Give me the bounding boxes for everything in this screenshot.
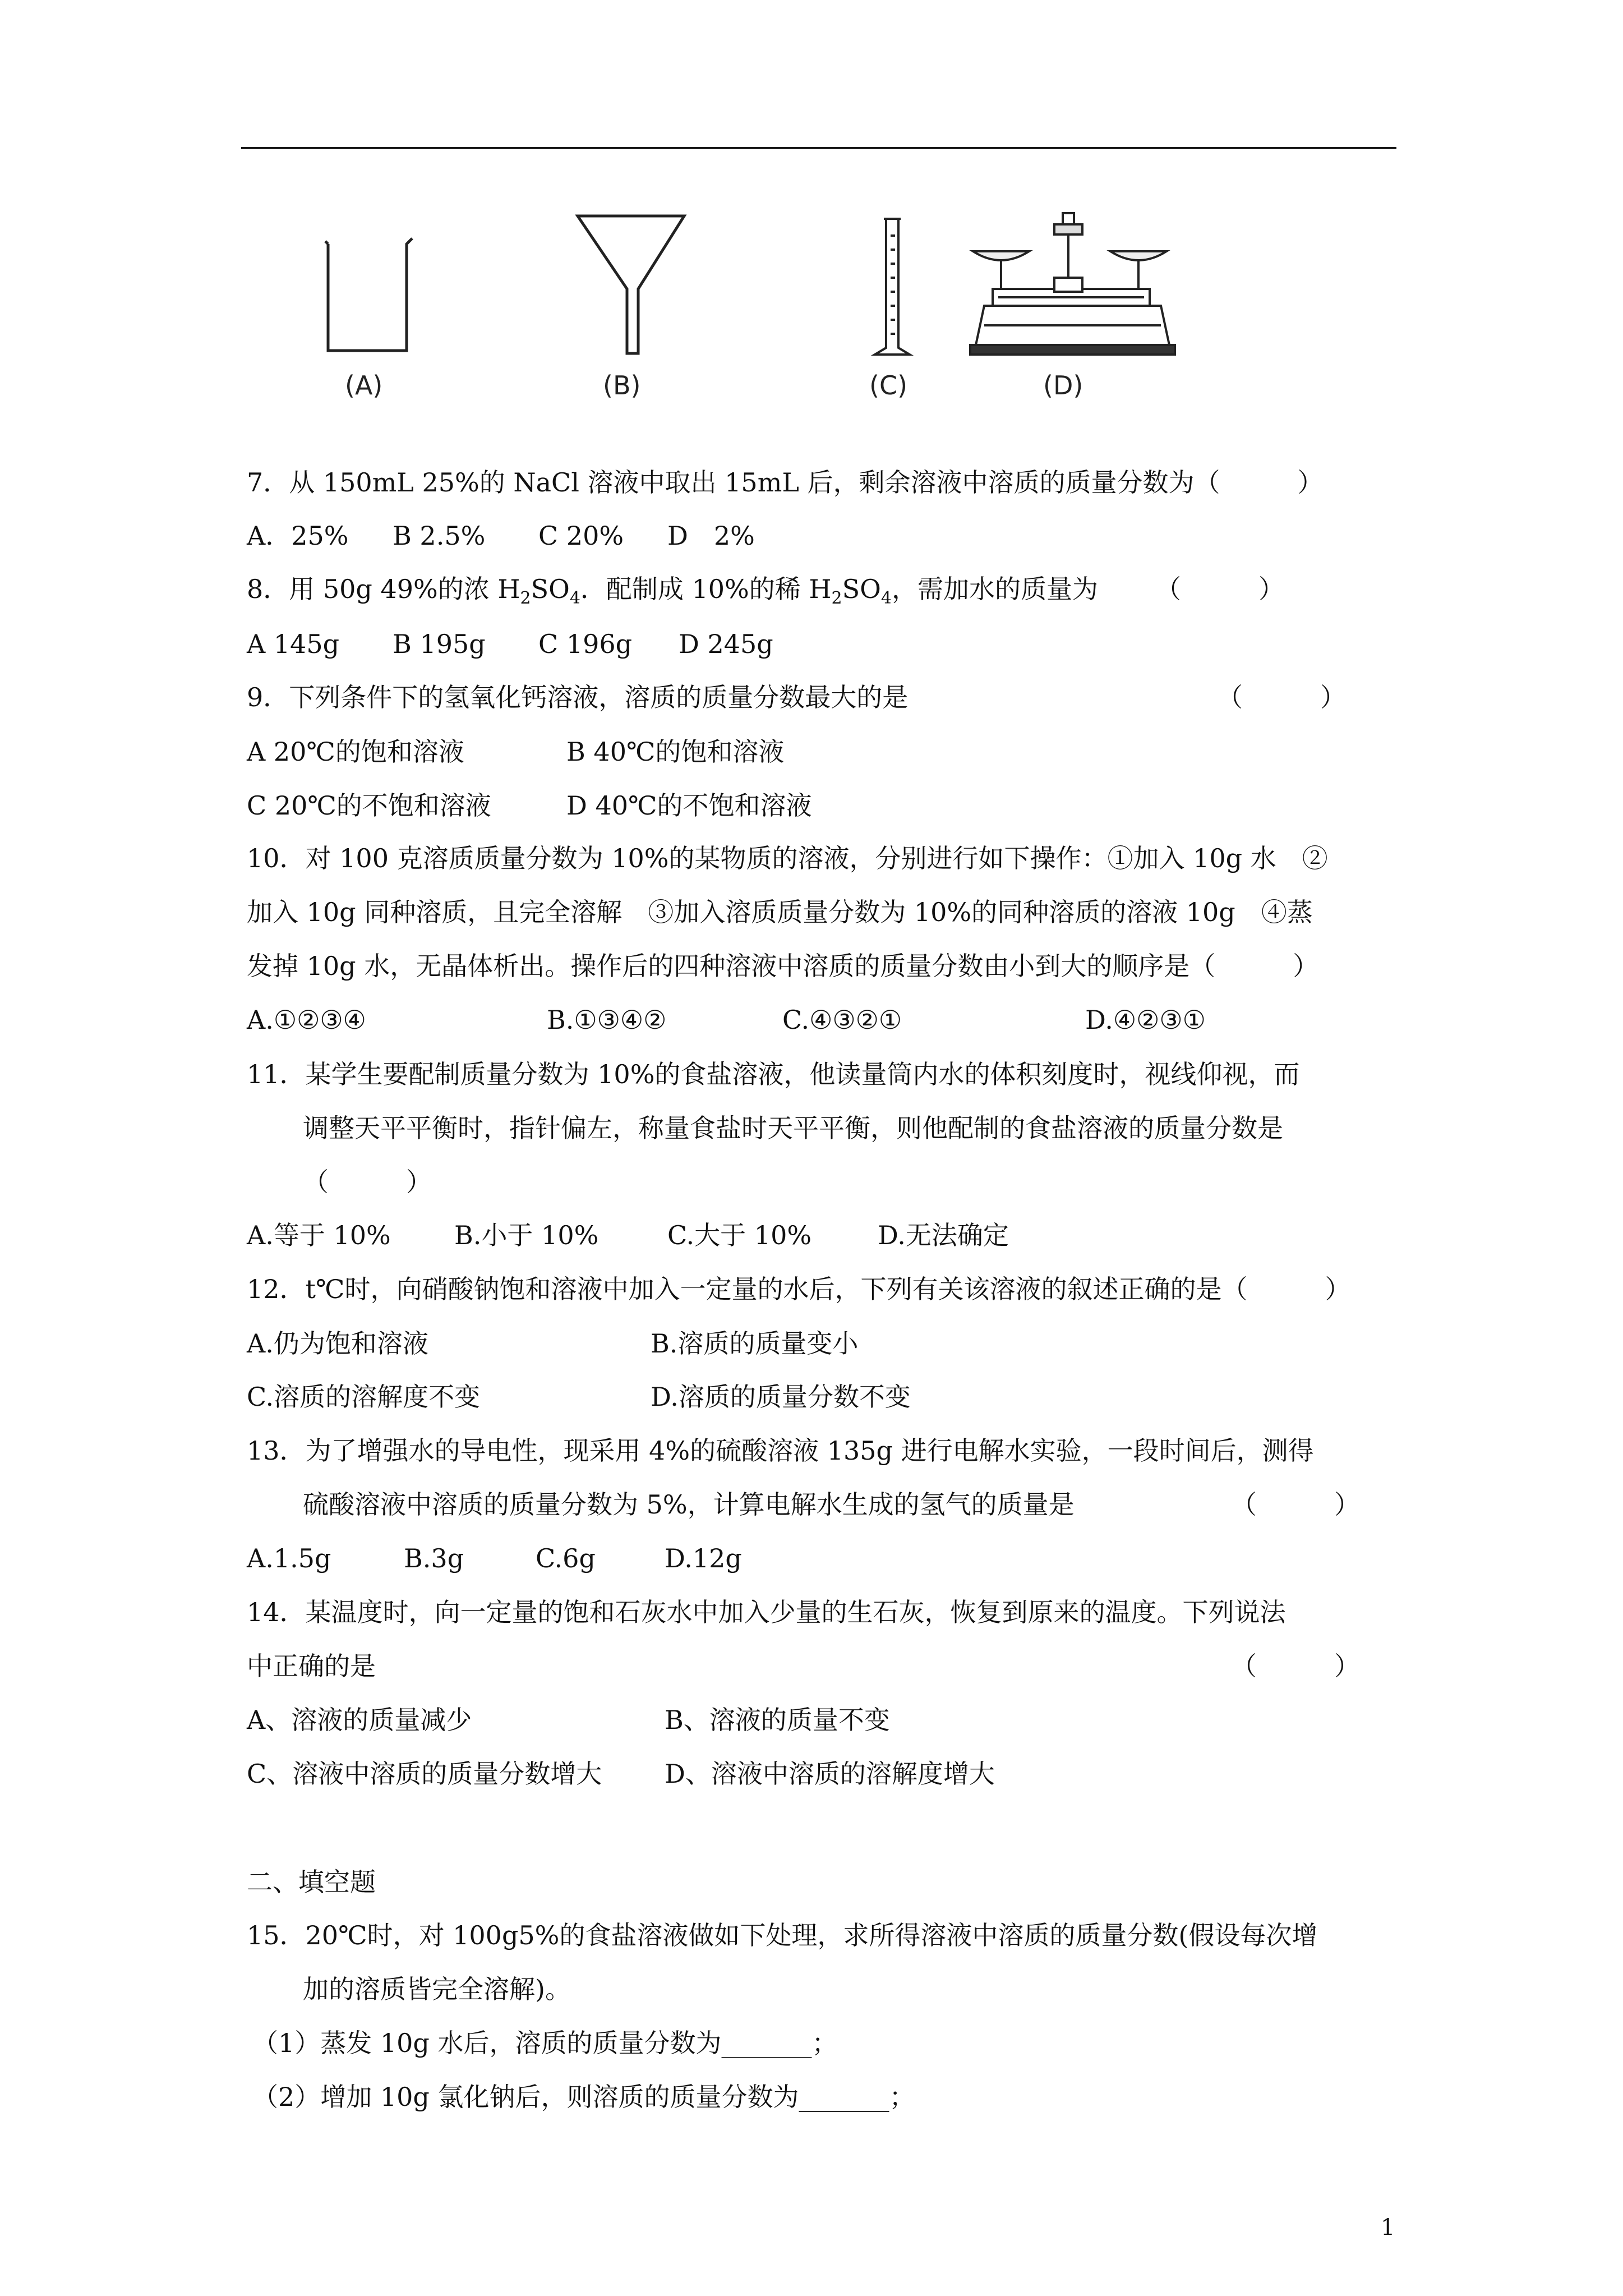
q13-line-1: 13．为了增强水的导电性，现采用 4%的硫酸溶液 135g 进行电解水实验，一段时间后，测得: [247, 1435, 1314, 1466]
q13-answer-paren: （ ）: [1231, 1489, 1360, 1520]
q13-option-d: D.12g: [665, 1543, 742, 1573]
q14-answer-paren: （ ）: [1231, 1651, 1360, 1681]
figure-label-d: (D): [1043, 370, 1083, 401]
q14-line-2: 中正确的是: [247, 1651, 376, 1681]
figure-label-c: (C): [869, 370, 908, 401]
q11-line-2: 调整天平平衡时，指针偏左，称量食盐时天平平衡，则他配制的食盐溶液的质量分数是: [303, 1113, 1283, 1143]
q8-answer-paren: （ ）: [1155, 574, 1284, 604]
q8-option-b: B 195g: [393, 629, 486, 659]
q9-option-c: C 20℃的不饱和溶液: [247, 790, 491, 821]
q11-option-a: A.等于 10%: [247, 1220, 391, 1250]
q11-option-c: C.大于 10%: [667, 1220, 812, 1250]
q13-option-a: A.1.5g: [247, 1543, 331, 1573]
apparatus-figure: [303, 208, 1178, 409]
q10-option-d: D.④②③①: [1085, 1005, 1206, 1035]
section-heading-fill-blank: 二、填空题: [247, 1867, 376, 1897]
q12-option-b: B.溶质的质量变小: [651, 1328, 859, 1359]
q12-stem: 12．t℃时，向硝酸钠饱和溶液中加入一定量的水后，下列有关该溶液的叙述正确的是（ ）: [247, 1274, 1351, 1304]
q7-option-c: C 20%: [538, 521, 624, 551]
figure-label-a: (A): [345, 370, 383, 401]
q12-option-c: C.溶质的溶解度不变: [247, 1382, 481, 1412]
q15-line-2: 加的溶质皆完全溶解)。: [303, 1974, 571, 2004]
q8-stem: 8．用 50g 49%的浓 $H_2SO_4$．配制成 10%的稀 $H_2SO_4$，需加水的质量为: [247, 574, 1098, 609]
q9-answer-paren: （ ）: [1217, 682, 1346, 712]
balance-icon: [970, 213, 1175, 355]
q11-option-d: D.无法确定: [878, 1220, 1009, 1250]
q14-option-d: D、溶液中溶质的溶解度增大: [665, 1759, 995, 1789]
q9-option-d: D 40℃的不饱和溶液: [566, 790, 812, 821]
q10-option-b: B.①③④②: [547, 1005, 667, 1035]
q11-option-b: B.小于 10%: [454, 1220, 599, 1250]
q10-line-1: 10．对 100 克溶质质量分数为 10%的某物质的溶液，分别进行如下操作：①加入 10g 水 ②: [247, 843, 1328, 873]
q13-option-b: B.3g: [404, 1543, 464, 1573]
q8-option-c: C 196g: [538, 629, 633, 659]
apparatus-drawing: [303, 208, 1178, 370]
q15-sub-1: （1）蒸发 10g 水后，溶质的质量分数为_______；: [252, 2028, 838, 2058]
q8-option-d: D 245g: [679, 629, 773, 659]
page-number: 1: [1381, 2215, 1395, 2240]
q15-line-1: 15．20℃时，对 100g5%的食盐溶液做如下处理，求所得溶液中溶质的质量分数(假设每次增: [247, 1920, 1318, 1950]
q10-line-2: 加入 10g 同种溶质，且完全溶解 ③加入溶质质量分数为 10%的同种溶质的溶液 10g ④蒸: [247, 897, 1313, 927]
q14-line-1: 14．某温度时，向一定量的饱和石灰水中加入少量的生石灰，恢复到原来的温度。下列说法: [247, 1597, 1286, 1627]
q14-option-a: A、溶液的质量减少: [247, 1705, 472, 1735]
q10-option-a: A.①②③④: [247, 1005, 366, 1035]
q10-line-3: 发掉 10g 水，无晶体析出。操作后的四种溶液中溶质的质量分数由小到大的顺序是（ ）: [247, 951, 1319, 981]
q11-line-3: （ ）: [303, 1167, 432, 1197]
funnel-icon: [578, 216, 684, 353]
q14-option-b: B、溶液的质量不变: [665, 1705, 890, 1735]
q13-line-2: 硫酸溶液中溶质的质量分数为 5%，计算电解水生成的氢气的质量是: [303, 1489, 1075, 1520]
q9-stem: 9．下列条件下的氢氧化钙溶液，溶质的质量分数最大的是: [247, 682, 909, 712]
q13-option-c: C.6g: [536, 1543, 596, 1573]
q7-option-d: D 2%: [667, 521, 755, 551]
graduated-cylinder-icon: [875, 219, 910, 355]
q7-option-b: B 2.5%: [393, 521, 486, 551]
figure-label-b: (B): [603, 370, 641, 401]
q9-option-b: B 40℃的饱和溶液: [566, 737, 785, 767]
q7-stem: 7．从 150mL 25%的 NaCl 溶液中取出 15mL 后，剩余溶液中溶质的质量分数为（ ）: [247, 467, 1324, 498]
q15-sub-2: （2）增加 10g 氯化钠后，则溶质的质量分数为_______；: [252, 2082, 915, 2112]
q12-option-d: D.溶质的质量分数不变: [651, 1382, 911, 1412]
q12-option-a: A.仍为饱和溶液: [247, 1328, 428, 1359]
beaker-icon: [325, 238, 412, 351]
q11-line-1: 11．某学生要配制质量分数为 10%的食盐溶液，他读量筒内水的体积刻度时，视线仰视，而: [247, 1059, 1300, 1089]
q8-option-a: A 145g: [247, 629, 340, 659]
q10-option-c: C.④③②①: [782, 1005, 902, 1035]
q14-option-c: C、溶液中溶质的质量分数增大: [247, 1759, 602, 1789]
q9-option-a: A 20℃的饱和溶液: [247, 737, 464, 767]
header-rule: [241, 147, 1396, 149]
q7-option-a: A．25%: [247, 521, 349, 551]
